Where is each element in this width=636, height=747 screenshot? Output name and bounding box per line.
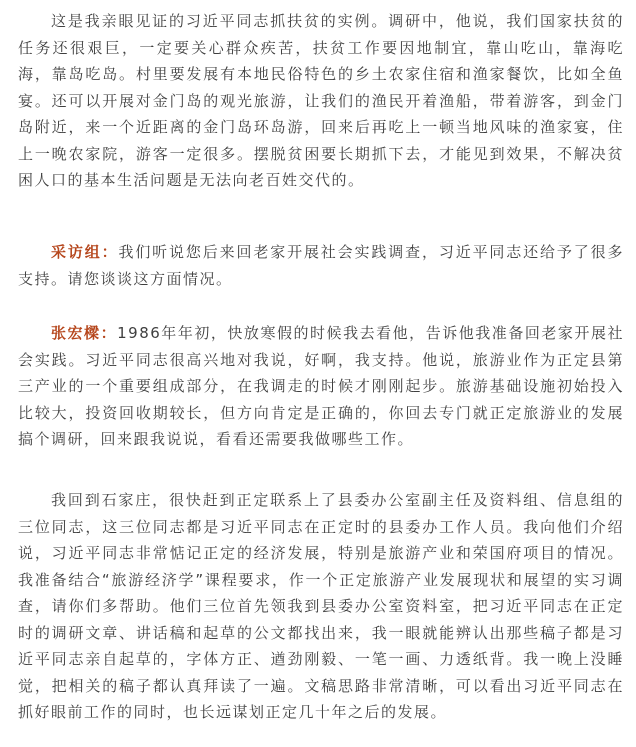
paragraph-answer: [18, 320, 624, 453]
speaker-label-interview-group: 采访组：: [51, 243, 119, 261]
speaker-label-zhang-hongliang: 张宏樑：: [51, 324, 118, 342]
paragraph-witness-account: 这是我亲眼见证的习近平同志抓扶贫的实例。调研中，他说，我们国家扶贫的任务还很艰巨，一定要关心群众疾苦，扶贫工作要因地制宜，靠山吃山，靠海吃海，靠岛吃岛。村里要发展有本地民俗特色的乡土农家住宿和渔家餐饮，比如全鱼宴。还可以开展对金门岛的观光旅游，让我们的渔民开着渔船，带着游客，到金门岛附近，来一个近距离的金门岛环岛游，回来后再吃上一顿当地风味的渔家宴，住上一晚农家院，游客一定很多。摆脱贫困要长期抓下去，才能见到效果，不解决贫困人口的基本生活问题是无法向老百姓交代的。: [18, 12, 624, 189]
paragraph-interview-question: [18, 239, 624, 292]
answer-text: 1986年年初，快放寒假的时候我去看他，告诉他我准备回老家开展社会实践。习近平同志很高兴地对我说，好啊，我支持。他说，旅游业作为正定县第三产业的一个重要组成部分，在我调走的时候才刚刚起步。旅游基础设施初始投入比较大，投资回收期较长，但方向肯定是正确的，你回去专门就正定旅游业的发展搞个调研，回来跟我说说，看看还需要我做哪些工作。: [18, 324, 624, 448]
interview-question-text: 我们听说您后来回老家开展社会实践调查，习近平同志还给予了很多支持。请您谈谈这方面情况。: [18, 243, 624, 288]
paragraph-return-hometown: 我回到石家庄，很快赶到正定联系上了县委办公室副主任及资料组、信息组的三位同志，这三位同志都是习近平同志在正定时的县委办工作人员。我向他们介绍说，习近平同志非常惦记正定的经济发展，特别是旅游产业和荣国府项目的情况。我准备结合“旅游经济学”课程要求，作一个正定旅游产业发展现状和展望的实习调查，请你们多帮助。他们三位首先领我到县委办公室资料室，把习近平同志在正定时的调研文章、讲话稿和起草的公文都找出来，我一眼就能辨认出那些稿子都是习近平同志亲自起草的，字体方正、遒劲刚毅、一笔一画、力透纸背。我一晚上没睡觉，把相关的稿子都认真拜读了一遍。文稿思路非常清晰，可以看出习近平同志在抓好眼前工作的同时，也长远谋划正定几十年之后的发展。: [18, 491, 624, 721]
